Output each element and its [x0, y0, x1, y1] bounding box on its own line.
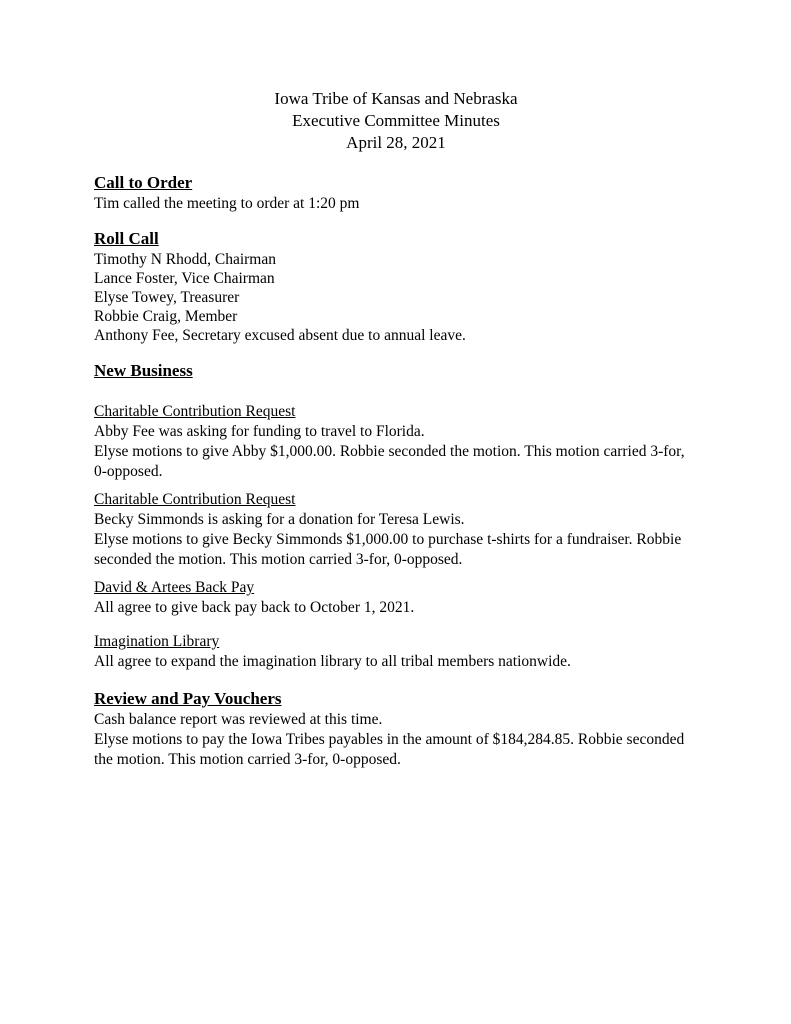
attendee-line: Lance Foster, Vice Chairman — [94, 270, 275, 287]
review-vouchers-motion: Elyse motions to pay the Iowa Tribes payables in the amount of $184,284.85. Robbie seconded the motion. This motion carried 3-for, 0-opposed. — [94, 731, 685, 768]
attendee-list — [94, 250, 698, 326]
new-business-heading: New Business — [94, 361, 193, 380]
business-item-heading: Charitable Contribution Request — [94, 403, 296, 420]
business-item-request: Becky Simmonds is asking for a donation for Teresa Lewis. — [94, 511, 465, 528]
business-item-request: Abby Fee was asking for funding to travel to Florida. — [94, 423, 425, 440]
business-item-heading: Charitable Contribution Request — [94, 491, 296, 508]
review-vouchers-heading: Review and Pay Vouchers — [94, 689, 282, 708]
business-item-request: All agree to give back pay back to October 1, 2021. — [94, 599, 415, 616]
business-item-motion: Elyse motions to give Becky Simmonds $1,000.00 to purchase t-shirts for a fundraiser. Robbie seconded the motion. This motion carried 3-for, 0-opposed. — [94, 531, 682, 568]
business-item-request: All agree to expand the imagination library to all tribal members nationwide. — [94, 653, 571, 670]
doc-title-org: Iowa Tribe of Kansas and Nebraska — [274, 89, 518, 108]
doc-title-type: Executive Committee Minutes — [292, 111, 500, 130]
call-to-order-heading: Call to Order — [94, 173, 193, 192]
attendee-line: Robbie Craig, Member — [94, 308, 238, 325]
absent-note: Anthony Fee, Secretary excused absent due to annual leave. — [94, 327, 466, 344]
attendee-line: Timothy N Rhodd, Chairman — [94, 251, 276, 268]
call-to-order-body: Tim called the meeting to order at 1:20 pm — [94, 195, 360, 212]
roll-call-heading: Roll Call — [94, 229, 159, 248]
attendee-line: Elyse Towey, Treasurer — [94, 289, 240, 306]
review-vouchers-body: Cash balance report was reviewed at this time. — [94, 711, 383, 728]
business-item-motion: Elyse motions to give Abby $1,000.00. Robbie seconded the motion. This motion carried 3-for, 0-opposed. — [94, 443, 685, 480]
doc-title-date: April 28, 2021 — [346, 133, 446, 152]
business-item-heading: Imagination Library — [94, 633, 220, 650]
doc-header — [94, 88, 698, 154]
business-item-heading: David & Artees Back Pay — [94, 579, 255, 596]
